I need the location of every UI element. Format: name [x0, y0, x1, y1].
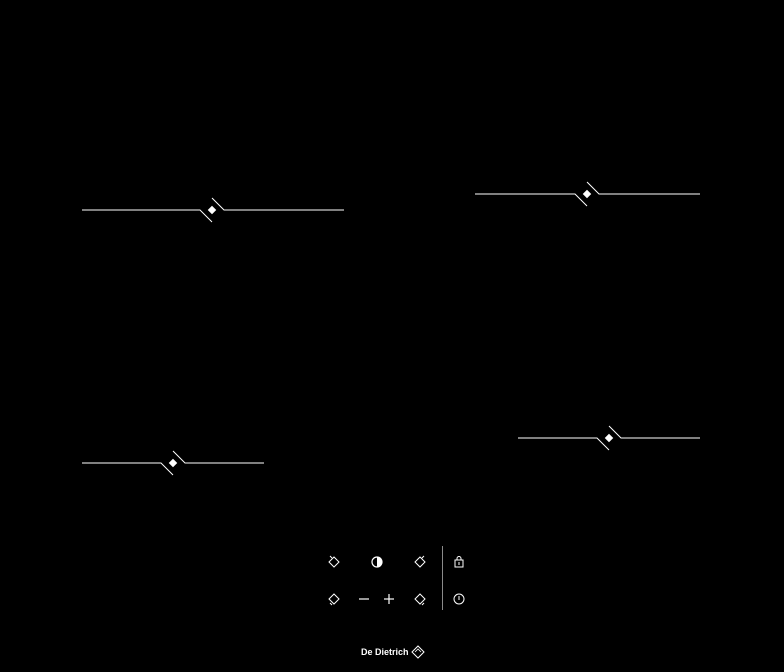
zone-marker-front-right — [518, 410, 700, 470]
cooking-zone-front-right — [518, 410, 700, 470]
cooking-zone-rear-left — [82, 434, 264, 494]
brand-name: De Dietrich — [361, 647, 409, 657]
power-icon[interactable] — [447, 587, 471, 611]
zone-marker-front-left — [82, 180, 344, 240]
panel-divider — [442, 546, 443, 610]
cooking-zone-rear-right — [475, 164, 700, 224]
touch-control-panel — [318, 542, 478, 618]
plus-icon[interactable] — [377, 587, 401, 611]
power-boost-icon[interactable] — [365, 550, 389, 574]
zone-select-right-icon[interactable] — [408, 587, 432, 611]
zone-select-left-icon[interactable] — [322, 587, 346, 611]
timer-left-icon[interactable] — [322, 550, 346, 574]
zone-marker-rear-left — [82, 434, 264, 494]
timer-right-icon[interactable] — [408, 550, 432, 574]
zone-marker-rear-right — [475, 164, 700, 224]
de-dietrich-diamond-logo-icon — [411, 645, 425, 659]
zone-indicator-dot — [583, 190, 591, 198]
brand-logo — [361, 645, 425, 659]
lock-icon[interactable] — [447, 550, 471, 574]
cooking-zone-front-left — [82, 180, 344, 240]
minus-icon[interactable] — [352, 587, 376, 611]
zone-indicator-dot — [208, 206, 216, 214]
zone-indicator-dot — [169, 459, 177, 467]
zone-indicator-dot — [605, 434, 613, 442]
